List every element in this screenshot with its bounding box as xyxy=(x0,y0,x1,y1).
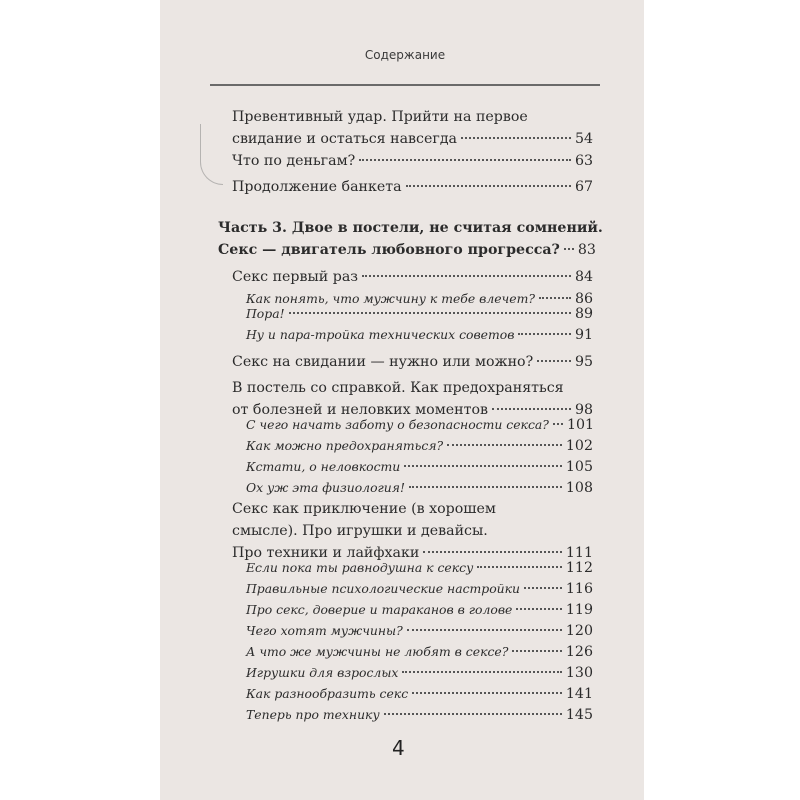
leader-dots xyxy=(461,137,571,139)
toc-entry-text: Если пока ты равнодушна к сексу xyxy=(246,560,474,575)
toc-entry-text: Теперь про технику xyxy=(246,707,380,722)
toc-page-number: 102 xyxy=(565,438,593,454)
page-header: Содержание xyxy=(364,48,446,62)
toc-page-number: 86 xyxy=(574,291,593,307)
toc-page-number: 112 xyxy=(565,560,593,576)
toc-entry-text: Секс — двигатель любовного прогресса? xyxy=(218,242,560,258)
leader-dots xyxy=(539,297,571,299)
toc-subentry xyxy=(246,641,593,663)
toc-page-number: 108 xyxy=(565,480,593,496)
toc-entry-text: Ну и пара-тройка технических советов xyxy=(246,327,515,342)
toc-page-number: 83 xyxy=(577,242,596,258)
toc-entry-text: А что же мужчины не любят в сексе? xyxy=(246,644,509,659)
toc-part-heading xyxy=(218,217,603,261)
toc-entry xyxy=(232,498,593,564)
toc-entry xyxy=(232,106,593,150)
toc-page-number: 105 xyxy=(565,459,593,475)
toc-page-number: 95 xyxy=(574,354,593,370)
toc-entry-text: С чего начать заботу о безопасности секса? xyxy=(246,417,549,432)
leader-dots xyxy=(553,423,563,425)
toc-page-number: 141 xyxy=(565,686,593,702)
toc-entry-text: Секс первый раз xyxy=(232,269,359,285)
toc-subentry xyxy=(246,456,593,478)
toc-entry-text: Про секс, доверие и тараканов в голове xyxy=(246,602,513,617)
toc-subentry xyxy=(246,620,593,642)
toc-entry xyxy=(232,351,593,373)
toc-page-number: 120 xyxy=(565,623,593,639)
toc-entry-text: Секс на свидании — нужно или можно? xyxy=(232,354,534,370)
toc-page-number: 145 xyxy=(565,707,593,723)
toc-entry xyxy=(232,176,593,198)
toc-page-number: 54 xyxy=(574,131,593,147)
toc-entry-text: Часть 3. Двое в постели, не считая сомнений. xyxy=(218,220,603,236)
toc-entry-text: Ох уж эта физиология! xyxy=(246,480,405,495)
toc-entry-text: Чего хотят мужчины? xyxy=(246,623,403,638)
toc-subentry xyxy=(246,477,593,499)
toc-subentry xyxy=(246,599,593,621)
toc-page-number: 84 xyxy=(574,269,593,285)
leader-dots xyxy=(518,333,571,335)
toc-entry-text: Секс как приключение (в хорошем xyxy=(232,501,496,517)
toc-subentry xyxy=(246,662,593,684)
toc-subentry xyxy=(246,704,593,726)
toc-entry-text: Про техники и лайфхаки xyxy=(232,545,420,561)
leader-dots xyxy=(402,671,562,673)
toc-page-number: 67 xyxy=(574,179,593,195)
leader-dots xyxy=(564,248,574,250)
leader-dots xyxy=(404,465,562,467)
toc-subentry xyxy=(246,435,593,457)
toc-entry-text: Игрушки для взрослых xyxy=(246,665,399,680)
toc-page-number: 101 xyxy=(566,417,595,433)
toc-entry xyxy=(232,150,593,172)
toc-page-number: 130 xyxy=(565,665,593,681)
leader-dots xyxy=(407,629,562,631)
toc-entry-text: Продолжение банкета xyxy=(232,179,402,195)
toc-entry-text: Пора! xyxy=(246,306,285,321)
toc-entry-text: смысле). Про игрушки и девайсы. xyxy=(232,523,488,539)
leader-dots xyxy=(477,566,562,568)
leader-dots xyxy=(537,360,571,362)
leader-dots xyxy=(516,608,562,610)
toc-entry-text: от болезней и неловких моментов xyxy=(232,402,488,418)
leader-dots xyxy=(384,713,562,715)
leader-dots xyxy=(512,650,562,652)
toc-entry-text: В постель со справкой. Как предохраняться xyxy=(232,380,564,396)
toc-subentry xyxy=(246,557,593,579)
leader-dots xyxy=(524,587,562,589)
leader-dots xyxy=(406,185,571,187)
leader-dots xyxy=(492,408,571,410)
leader-dots xyxy=(289,312,571,314)
leader-dots xyxy=(412,692,562,694)
toc-page-number: 119 xyxy=(565,602,593,618)
toc-entry-text: Как понять, что мужчину к тебе влечет? xyxy=(246,291,535,306)
leader-dots xyxy=(359,159,571,161)
toc-subentry xyxy=(246,324,593,346)
leader-dots xyxy=(423,551,562,553)
toc-entry-text: Превентивный удар. Прийти на первое xyxy=(232,109,528,125)
toc-entry-text: свидание и остаться навсегда xyxy=(232,131,458,147)
toc-subentry xyxy=(246,303,593,325)
toc-entry-text: Как можно предохраняться? xyxy=(246,438,444,453)
toc-page-number: 116 xyxy=(565,581,593,597)
toc-entry-text: Как разнообразить секс xyxy=(246,686,409,701)
toc-entry-text: Правильные психологические настройки xyxy=(246,581,521,596)
toc-page-number: 126 xyxy=(565,644,593,660)
toc-subentry xyxy=(246,578,593,600)
toc-page-number: 91 xyxy=(574,327,593,343)
toc-subentry xyxy=(246,683,593,705)
leader-dots xyxy=(409,486,562,488)
leader-dots xyxy=(447,444,562,446)
toc-page-number: 63 xyxy=(574,153,593,169)
page-number: 4 xyxy=(392,736,405,760)
toc-page-number: 111 xyxy=(565,545,593,561)
toc-subentry xyxy=(246,414,593,436)
leader-dots xyxy=(362,275,571,277)
toc-entry-text: Что по деньгам? xyxy=(232,153,356,169)
toc-page-number: 89 xyxy=(574,306,593,322)
toc-entry xyxy=(232,266,593,288)
toc-page-number: 98 xyxy=(574,402,593,418)
toc-entry-text: Кстати, о неловкости xyxy=(246,459,401,474)
